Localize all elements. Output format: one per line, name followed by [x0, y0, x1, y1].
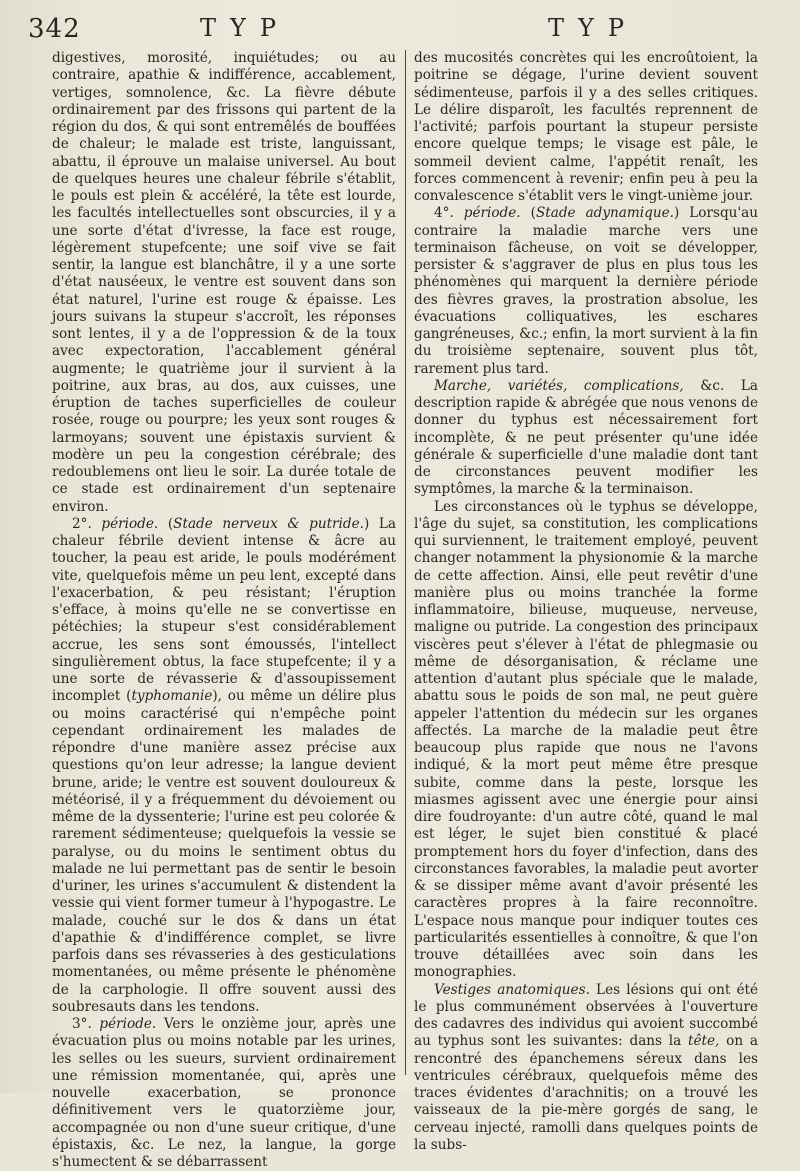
- period-label: période.: [463, 205, 521, 222]
- paragraph-fourth-period: 4°. période. (Stade adynamique.) Lorsqu'au contraire la maladie marche vers une terminaison fâcheuse, on voit se développer, persister & s'aggraver de plus en plus tous les phénomènes qui marquent la dernière période des fièvres graves, la prostration absolue, les évacuations colliquatives, les eschares gangréneuses, &c.; enfin, la mort survient à la fin du troisième septenaire, souvent plus tôt, rarement plus tard.: [414, 205, 759, 377]
- paragraph-continuation: digestives, morosité, inquiétudes; ou au contraire, apathie & indifférence, accablement, vertiges, somnolence, &c. La fièvre débute ordinairement par des frissons qui partent de la région du dos, & qui sont entremêlés de bouffées de chaleur; le malade est triste, languissant, abattu, il éprouve un malaise universel. Au bout de quelques heures une chaleur fébrile s'établit, le pouls est plein & accéléré, la tête est lourde, les facultés intellectuelles sont obscurcies, il y a une sorte d'état d'ivresse, la face est rouge, légèrement stupefcente; une soif vive se fait sentir, la langue est blanchâtre, il y a une sorte d'état nauséeux, le ventre est souvent dans son état naturel, l'urine est rouge & épaisse. Les jours suivans la stupeur s'accroît, les réponses sont lentes, il y a de l'oppression & de la toux avec expectoration, l'accablement général augmente; le quatrième jour il survient à la poitrine, aux bras, au dos, aux cuisses, une éruption de taches superficielles de couleur rosée, rouge ou pourpre; les yeux sont rouges & larmoyans; souvent une épistaxis survient & modère un peu la congestion cérébrale; des redoublemens ont lieu le soir. La durée totale de ce stade est ordinairement d'un septenaire environ.: [52, 50, 396, 515]
- period-label: période.: [101, 515, 159, 532]
- section-label: Marche, variétés, complications,: [434, 377, 684, 394]
- typhomanie-term: typhomanie: [131, 688, 213, 705]
- paragraph-marche: Marche, variétés, complications, &c. La description rapide & abrégée que nous venons de donner du typhus est nécessairement fort incomplète, & ne peut présenter qu'une idée générale & superficielle d'une maladie dont tant de circonstances peuvent modifier les symptômes, la marche & la terminaison.: [414, 377, 758, 498]
- running-head-left: TYP: [200, 14, 290, 42]
- paragraph-second-period: 2°. période. (Stade nerveux & putride.) La chaleur fébrile devient intense & âcre au toucher, la peau est aride, le pouls modérément vite, quelquefois même un peu lent, excepté dans l'exacerbation, & peu résistant; l'éruption s'efface, à moins qu'elle ne se convertisse en pétéchies; la stupeur s'est considérablement accrue, les sens sont émoussés, l'intellect singulièrement obtus, la face stupefcente; il y a une sorte de révasserie & d'assoupissement incomplet (typhomanie), ou même un délire plus ou moins caractérisé qui n'empêche point cependant ordinairement les malades de répondre d'une manière assez précise aux questions qu'on leur adresse; la langue devient brune, aride; le ventre est souvent douloureux & météorisé, il y a fréquemment du dévoiement ou même de la dyssenterie; l'urine est peu colorée & rarement sédimenteuse; quelquefois la vessie se paralyse, ou du moins le sentiment obtus du malade ne lui permettant pas de sentir le besoin d'uriner, les urines s'accumulent & distendent la vessie qui vient former tumeur à l'hypogastre. Le malade, couché sur le dos & dans un état d'apathie & d'indifférence complet, se livre parfois dans ses révasseries à des gesticulations momentanées, ou même présente le phénomène de la carphologie. Il offre souvent aussi des soubresauts dans les tendons.: [52, 515, 397, 1015]
- section-label: Vestiges anatomiques.: [434, 981, 590, 998]
- tete-term: tête,: [688, 1033, 720, 1050]
- page-number: 342: [28, 14, 81, 44]
- running-head-right: TYP: [548, 14, 638, 42]
- right-column: [414, 50, 759, 1153]
- period-label: période.: [99, 1016, 157, 1032]
- paragraph-circonstances: Les circonstances où le typhus se développe, l'âge du sujet, sa constitution, les complications qui surviennent, le traitement employé, peuvent changer notamment la physionomie & la marche de cette affection. Ainsi, elle peut revêtir d'une manière plus ou moins tranchée la forme inflammatoire, bilieuse, muqueuse, nerveuse, maligne ou putride. La congestion des principaux viscères peut s'élever à l'état de phlegmasie ou même de désorganisation, & réclame une attention d'autant plus spéciale que le malade, abattu sous le poids de son mal, ne peut guère appeler l'attention du médecin sur les organes affectés. La marche de la maladie peut être beaucoup plus rapide que nous ne l'avons indiqué, & la mort peut même être presque subite, comme dans la peste, lorsque les miasmes agissent avec une énergie pour ainsi dire foudroyante: d'un autre côté, quand le mal est léger, le sujet bien constitué & placé promptement hors du foyer d'infection, dans des circonstances favorables, la maladie peut avorter & se dissiper même avant d'avoir présenté les caractères propres à la faire reconnoître. L'espace nous manque pour indiquer toutes ces particularités essentielles à connoître, & que l'on trouve détaillées avec soin dans les monographies.: [414, 498, 758, 981]
- paragraph-third-period: 3°. période. Vers le onzième jour, après une évacuation plus ou moins notable par les urines, les selles ou les sueurs, survient ordinairement une rémission momentanée, qui, après une nouvelle exacerbation, se prononce définitivement vers le quatorzième jour, accompagnée ou non d'une sueur critique, d'une épistaxis, &c. Le nez, la langue, la gorge s'humectent & se débarrassent: [52, 1016, 397, 1170]
- page-header: [28, 14, 776, 50]
- stage-label: Stade adynamique.: [535, 205, 674, 222]
- left-column: [52, 50, 397, 1170]
- stage-label: Stade nerveux & putride.: [173, 515, 364, 532]
- paragraph-continuation: des mucosités concrètes qui les encroûtoient, la poitrine se dégage, l'urine devient souvent sédimenteuse, parfois il y a des selles critiques. Le délire disparoît, les facultés reprennent de l'activité; parfois pourtant la stupeur persiste encore quelque temps; le visage est pâle, le sommeil devient calme, l'appétit renaît, les forces commencent à revenir; enfin peu à peu la convalescence s'établit vers le vingt-unième jour.: [414, 50, 758, 204]
- paragraph-vestiges: Vestiges anatomiques. Les lésions qui ont été le plus communément observées à l'ouverture des cadavres des individus qui avoient succombé au typhus sont les suivantes: dans la tête, on a rencontré des épanchemens séreux dans les ventricules cérébraux, quelquefois même des traces évidentes d'arachnitis; on a trouvé les vaisseaux de la pie-mère gorgés de sang, le cerveau injecté, ramolli dans quelques points de la subs-: [414, 981, 758, 1153]
- column-divider: [405, 50, 406, 1075]
